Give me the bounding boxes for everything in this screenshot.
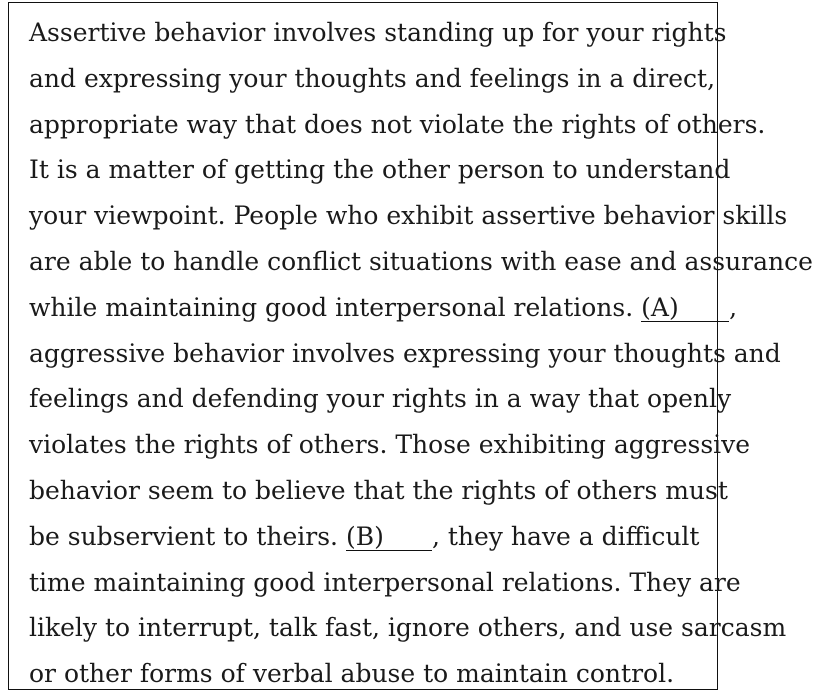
passage-line: feelings and defending your rights in a way that openly: [29, 384, 732, 414]
passage-line: and expressing your thoughts and feelings in a direct,: [29, 63, 716, 93]
passage-line: your viewpoint. People who exhibit assertive behavior skills: [29, 201, 788, 231]
passage-line: or other forms of verbal abuse to maintain control.: [29, 659, 675, 689]
passage-line: are able to handle conflict situations with ease and assurance: [29, 246, 813, 276]
passage-line: likely to interrupt, talk fast, ignore others, and use sarcasm: [29, 613, 787, 643]
passage-fragment: be subservient to theirs.: [29, 521, 338, 551]
passage-fragment: , they have a difficult: [431, 521, 700, 551]
passage-line: Assertive behavior involves standing up for your rights: [29, 18, 727, 47]
passage-line: It is a matter of getting the other person to understand: [29, 155, 731, 185]
passage-line: violates the rights of others. Those exhibiting aggressive: [29, 430, 751, 460]
blank-a: (A): [641, 295, 729, 322]
passage-text: [29, 10, 813, 697]
passage-line: behavior seem to believe that the rights of others must: [29, 475, 728, 505]
passage-line-with-blank-b: [29, 514, 700, 560]
passage-line-with-blank-a: [29, 285, 738, 331]
passage-line: time maintaining good interpersonal relations. They are: [29, 567, 741, 597]
blank-b: (B): [346, 524, 432, 551]
passage-line: appropriate way that does not violate the rights of others.: [29, 109, 766, 139]
passage-box: [8, 2, 813, 690]
passage-fragment: while maintaining good interpersonal relations.: [29, 292, 634, 322]
passage-line: aggressive behavior involves expressing your thoughts and: [29, 338, 781, 368]
passage-fragment: ,: [729, 292, 738, 322]
